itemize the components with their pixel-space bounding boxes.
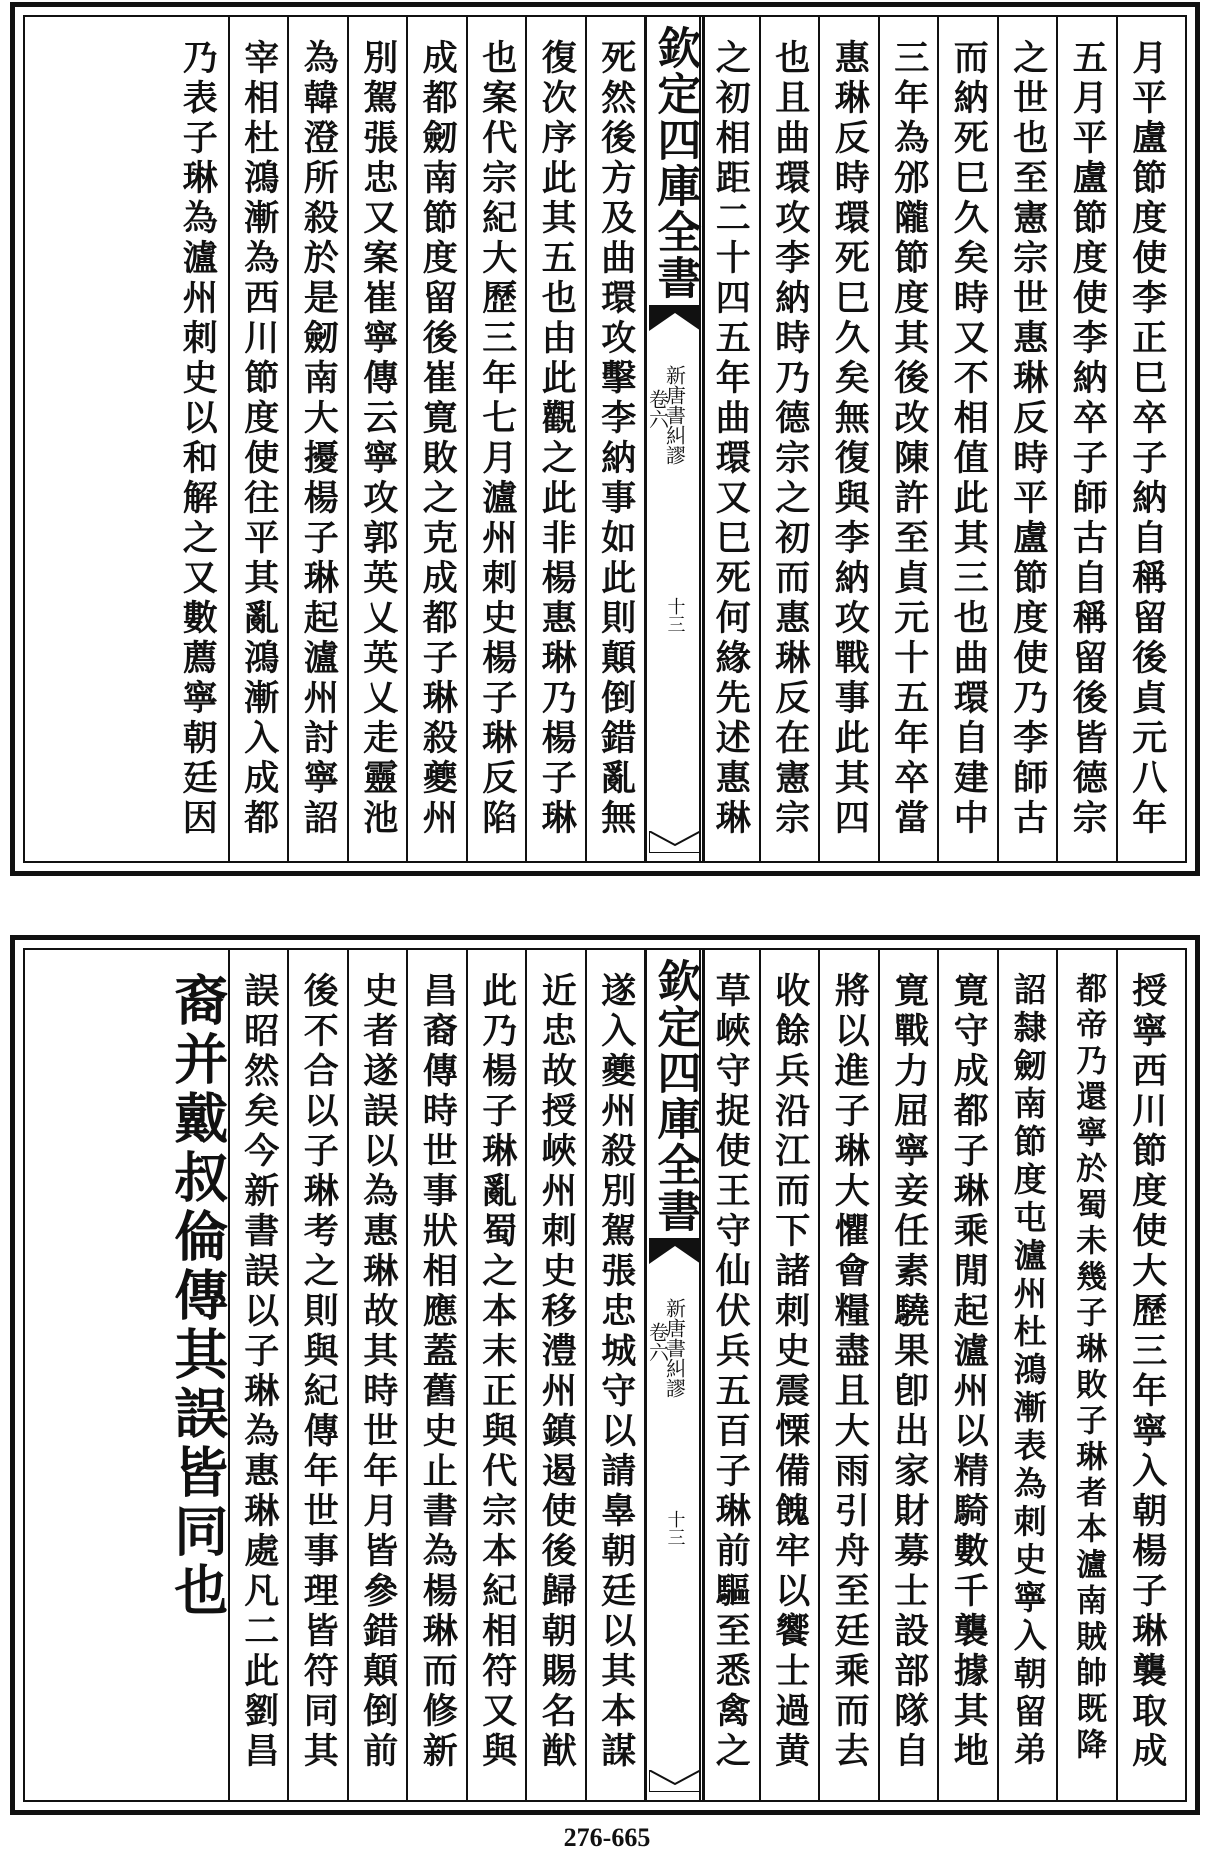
column-text: 之初相距二十四五年曲環又巳死何緣先述惠琳 (710, 39, 752, 839)
text-column (347, 950, 409, 1800)
leaf-number: 十三 (664, 1510, 686, 1546)
column-text: 復次序此其五也由此觀之此非楊惠琳乃楊子琳 (536, 39, 578, 839)
column-text: 遂入夔州殺別駕張忠城守以請辠朝廷以其本謀 (595, 972, 637, 1772)
column-text: 之世也至憲宗世惠琳反時平盧節度使乃李師古 (1007, 39, 1049, 839)
collection-title: 欽定四庫全書 (649, 25, 701, 301)
text-column (347, 17, 409, 861)
column-text: 死然後方及曲環攻擊李納事如此則顛倒錯亂無 (595, 39, 637, 839)
page-number: 276-665 (563, 1823, 651, 1852)
column-text: 誤昭然矣今新書誤以子琳為惠琳處凡二此劉昌 (238, 972, 280, 1772)
column-text: 將以進子琳大懼會糧盡且大雨引舟至廷乘而去 (829, 972, 871, 1772)
column-text: 五月平盧節度使李納卒子師古自稱留後皆德宗 (1067, 39, 1109, 839)
text-column (1056, 950, 1118, 1800)
text-column (585, 17, 647, 861)
top-page-frame (10, 2, 1200, 876)
volume-number: 卷六 (645, 389, 670, 429)
text-column (937, 950, 999, 1800)
text-column (466, 950, 528, 1800)
text-column (1116, 17, 1178, 861)
text-column (818, 17, 880, 861)
column-text: 惠琳反時環死巳久矣無復與李納攻戰事此其四 (829, 39, 871, 839)
bottom-page-text-area (23, 948, 1187, 1802)
center-fold-strip (644, 17, 705, 861)
text-column (228, 17, 290, 861)
center-fold-strip (644, 950, 705, 1800)
column-text: 成都劒南節度留後崔寛敗之克成都子琳殺夔州 (417, 39, 459, 839)
text-column (937, 17, 999, 861)
column-text: 都帝乃還寧於蜀未幾子琳敗子琳者本瀘南賊帥既降 (1070, 972, 1107, 1764)
book-title: 新唐書糾謬 (662, 1298, 687, 1398)
text-column (759, 950, 821, 1800)
text-column (406, 17, 468, 861)
column-text: 近忠故授峽州刺史移澧州鎮遏使後歸朝賜名猷 (536, 972, 578, 1772)
column-text: 別駕張忠又案崔寧傳云寧攻郭英乂英乂走靈池 (357, 39, 399, 839)
column-text: 史者遂誤以為惠琳故其時世年月皆參錯顛倒前 (357, 972, 399, 1772)
text-column (525, 17, 587, 861)
text-column (168, 17, 228, 861)
fishtail-mark-icon (649, 305, 701, 331)
text-column (759, 17, 821, 861)
column-text: 也且曲環攻李納時乃德宗之初而惠琳反在憲宗 (769, 39, 811, 839)
fishtail-bottom-icon (649, 1770, 701, 1792)
text-column (699, 950, 761, 1800)
column-text: 也案代宗紀大歷三年七月瀘州刺史楊子琳反陷 (476, 39, 518, 839)
column-text: 詔隸劒南節度屯瀘州杜鴻漸表為刺史寧入朝留弟 (1008, 972, 1048, 1770)
text-column (997, 17, 1059, 861)
column-text: 昌裔傳時世事狀相應蓋舊史止書為楊琳而修新 (417, 972, 459, 1772)
column-text: 月平盧節度使李正巳卒子納自稱留後貞元八年 (1126, 39, 1168, 839)
column-text: 三年為邠隴節度其後改陳許至貞元十五年卒當 (888, 39, 930, 839)
column-text: 草峽守捉使王守仙伏兵五百子琳前驅至悉禽之 (710, 972, 752, 1772)
column-text: 而納死巳久矣時又不相值此其三也曲環自建中 (948, 39, 990, 839)
column-text: 收餘兵沿江而下諸刺史震慄備餽牢以饗士過黄 (769, 972, 811, 1772)
column-text: 宰相杜鴻漸為西川節度使往平其亂鴻漸入成都 (238, 39, 280, 839)
text-column (1056, 17, 1118, 861)
text-column (818, 950, 880, 1800)
bottom-page-frame (10, 935, 1200, 1815)
top-page-text-area (23, 15, 1187, 863)
text-column (165, 950, 230, 1800)
text-column (1116, 950, 1178, 1800)
text-column (878, 17, 940, 861)
column-text: 為韓澄所殺於是劒南大擾楊子琳起瀘州討寧詔 (298, 39, 340, 839)
text-column (287, 950, 349, 1800)
column-text: 乃表子琳為瀘州刺史以和解之又數薦寧朝廷因 (177, 39, 219, 839)
fishtail-mark-icon (649, 1238, 701, 1264)
column-text: 寛戰力屈寧妾任素驍果卽出家財募士設部隊自 (888, 972, 930, 1772)
collection-title: 欽定四庫全書 (649, 958, 701, 1234)
text-column (878, 950, 940, 1800)
text-column (585, 950, 647, 1800)
text-column (406, 950, 468, 1800)
text-column (525, 950, 587, 1800)
column-text: 後不合以子琳考之則與紀傳年世事理皆符同其 (298, 972, 340, 1772)
text-column (997, 950, 1059, 1800)
column-text: 寛守成都子琳乘閒起瀘州以精騎數千襲據其地 (948, 972, 990, 1772)
text-column (699, 17, 761, 861)
text-column (287, 17, 349, 861)
column-text: 裔并戴叔倫傳其誤皆同也 (165, 972, 230, 1621)
column-text: 此乃楊子琳亂蜀之本末正與代宗本紀相符又與 (476, 972, 518, 1772)
volume-number: 卷六 (645, 1322, 670, 1362)
fishtail-bottom-icon (649, 831, 701, 853)
book-title: 新唐書糾謬 (662, 365, 687, 465)
column-text: 授寧西川節度使大歷三年寧入朝楊子琳襲取成 (1126, 972, 1168, 1772)
text-column (228, 950, 290, 1800)
text-column (466, 17, 528, 861)
leaf-number: 十三 (664, 597, 686, 633)
